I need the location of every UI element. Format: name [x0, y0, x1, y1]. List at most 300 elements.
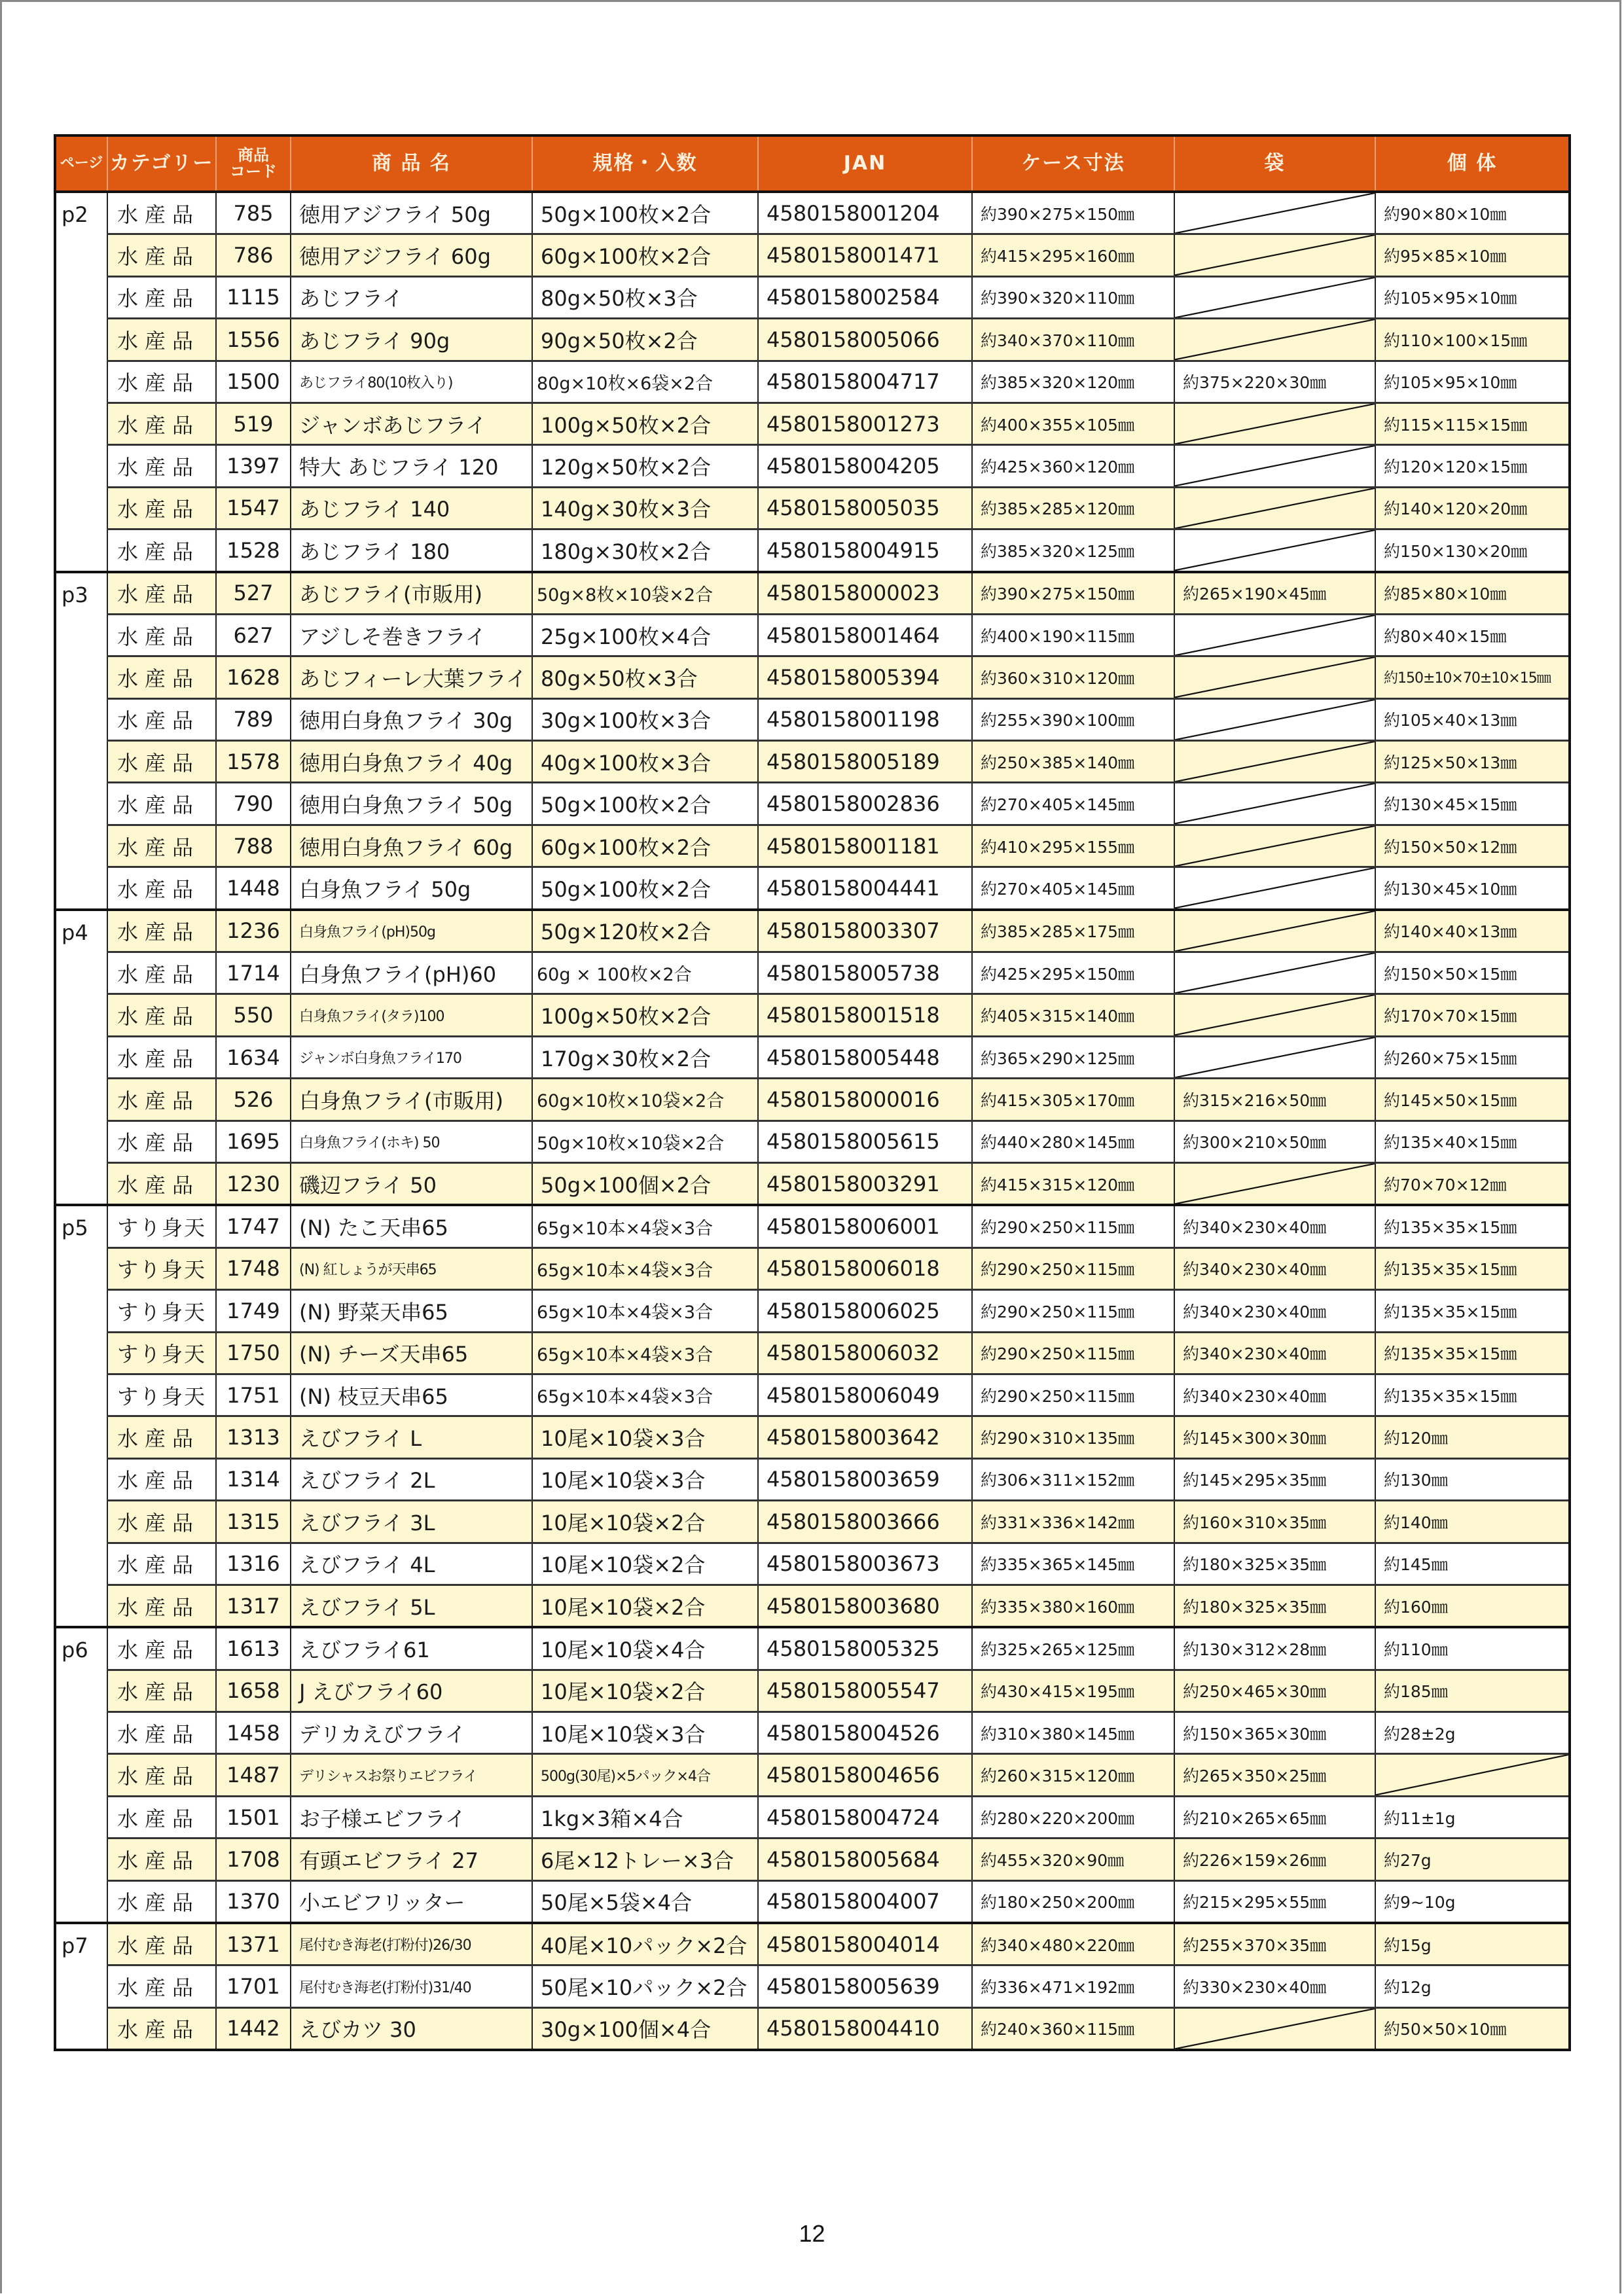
category-cell: 水産品: [107, 445, 216, 487]
jan-cell: 4580158006032: [758, 1332, 972, 1374]
category-cell: 水産品: [107, 529, 216, 572]
case-size-cell: 約180×250×200㎜: [972, 1880, 1174, 1923]
category-cell: 水産品: [107, 1754, 216, 1796]
jan-cell: 4580158005639: [758, 1965, 972, 2007]
individual-size-cell: 約50×50×10㎜: [1375, 2007, 1570, 2050]
jan-cell: 4580158001204: [758, 192, 972, 234]
product-code-cell: 1442: [216, 2007, 291, 2050]
bag-size-cell: 約265×190×45㎜: [1174, 572, 1375, 615]
spec-cell: 50g×120枚×2合: [532, 910, 758, 952]
individual-size-cell: 約135×35×15㎜: [1375, 1332, 1570, 1374]
table-row: [55, 1880, 1570, 1923]
category-cell: 水産品: [107, 867, 216, 910]
bag-size-cell: 約145×295×35㎜: [1174, 1458, 1375, 1500]
case-size-cell: 約335×365×145㎜: [972, 1543, 1174, 1585]
case-size-cell: 約385×285×120㎜: [972, 487, 1174, 529]
product-code-cell: 527: [216, 572, 291, 615]
spec-cell: 180g×30枚×2合: [532, 529, 758, 572]
case-size-cell: 約425×360×120㎜: [972, 445, 1174, 487]
individual-size-cell: 約135×35×15㎜: [1375, 1247, 1570, 1289]
individual-size-cell: 約12g: [1375, 1965, 1570, 2007]
product-code-cell: 1397: [216, 445, 291, 487]
bag-size-cell-empty: [1174, 910, 1375, 952]
case-size-cell: 約331×336×142㎜: [972, 1501, 1174, 1543]
product-name-cell: 白身魚フライ(タラ)100: [291, 994, 532, 1036]
product-code-cell: 785: [216, 192, 291, 234]
case-size-cell: 約255×390×100㎜: [972, 698, 1174, 740]
spec-cell: 60g×100枚×2合: [532, 234, 758, 276]
table-row: [55, 2007, 1570, 2050]
table-row: [55, 319, 1570, 361]
case-size-cell: 約390×275×150㎜: [972, 572, 1174, 615]
header-bag: 袋: [1174, 135, 1375, 192]
product-catalog-table: [54, 134, 1571, 2051]
bag-size-cell: 約180×325×35㎜: [1174, 1585, 1375, 1627]
spec-cell: 80g×50枚×3合: [532, 656, 758, 698]
jan-cell: 4580158004724: [758, 1796, 972, 1838]
product-name-cell: ジャンボあじフライ: [291, 403, 532, 444]
product-name-cell: あじフィーレ大葉フライ: [291, 656, 532, 698]
case-size-cell: 約340×480×220㎜: [972, 1923, 1174, 1965]
jan-cell: 4580158006018: [758, 1247, 972, 1289]
spec-cell: 80g×50枚×3合: [532, 276, 758, 318]
product-code-cell: 1317: [216, 1585, 291, 1627]
product-name-cell: デリカえびフライ: [291, 1712, 532, 1754]
product-name-cell: デリシャスお祭りエビフライ: [291, 1754, 532, 1796]
case-size-cell: 約385×285×175㎜: [972, 910, 1174, 952]
product-name-cell: 有頭エビフライ 27: [291, 1839, 532, 1880]
category-cell: 水産品: [107, 1839, 216, 1880]
case-size-cell: 約280×220×200㎜: [972, 1796, 1174, 1838]
spec-cell: 60g×100枚×2合: [532, 825, 758, 867]
jan-cell: 4580158004656: [758, 1754, 972, 1796]
product-code-cell: 1628: [216, 656, 291, 698]
table-row: [55, 825, 1570, 867]
product-code-cell: 519: [216, 403, 291, 444]
case-size-cell: 約290×250×115㎜: [972, 1374, 1174, 1416]
case-size-cell: 約440×280×145㎜: [972, 1121, 1174, 1162]
diagonal-slash-icon: [1175, 488, 1375, 528]
spec-cell: 10尾×10袋×3合: [532, 1458, 758, 1500]
case-size-cell: 約270×405×145㎜: [972, 783, 1174, 825]
product-name-cell: えびフライ 3L: [291, 1501, 532, 1543]
jan-cell: 4580158002836: [758, 783, 972, 825]
spec-cell: 40g×100枚×3合: [532, 741, 758, 783]
product-name-cell: (N) たこ天串65: [291, 1205, 532, 1247]
page-label: p6: [55, 1627, 107, 1923]
product-name-cell: (N) 紅しょうが天串65: [291, 1247, 532, 1289]
category-cell: 水産品: [107, 1880, 216, 1923]
category-cell: 水産品: [107, 403, 216, 444]
table-row: [55, 1205, 1570, 1247]
bag-size-cell-empty: [1174, 994, 1375, 1036]
diagonal-slash-icon: [1175, 742, 1375, 781]
case-size-cell: 約340×370×110㎜: [972, 319, 1174, 361]
product-code-cell: 1370: [216, 1880, 291, 1923]
spec-cell: 50g×8枚×10袋×2合: [532, 572, 758, 615]
product-name-cell: えびフライ 2L: [291, 1458, 532, 1500]
category-cell: 水産品: [107, 825, 216, 867]
jan-cell: 4580158005066: [758, 319, 972, 361]
header-page: ページ: [55, 135, 107, 192]
category-cell: すり身天: [107, 1374, 216, 1416]
bag-size-cell: 約130×312×28㎜: [1174, 1627, 1375, 1670]
spec-cell: 500g(30尾)×5パック×4合: [532, 1754, 758, 1796]
jan-cell: 4580158001464: [758, 614, 972, 656]
product-name-cell: 白身魚フライ(市販用): [291, 1079, 532, 1121]
case-size-cell: 約385×320×125㎜: [972, 529, 1174, 572]
bag-size-cell: 約150×365×30㎜: [1174, 1712, 1375, 1754]
product-name-cell: えびフライ61: [291, 1627, 532, 1670]
bag-size-cell: 約340×230×40㎜: [1174, 1332, 1375, 1374]
page-label: p2: [55, 192, 107, 572]
category-cell: 水産品: [107, 487, 216, 529]
table-row: [55, 1627, 1570, 1670]
bag-size-cell-empty: [1174, 656, 1375, 698]
table-row: [55, 1585, 1570, 1627]
jan-cell: 4580158003307: [758, 910, 972, 952]
spec-cell: 50g×100枚×2合: [532, 783, 758, 825]
individual-size-cell: 約140×40×13㎜: [1375, 910, 1570, 952]
jan-cell: 4580158004014: [758, 1923, 972, 1965]
product-name-cell: あじフライ 180: [291, 529, 532, 572]
spec-cell: 50g×10枚×10袋×2合: [532, 1121, 758, 1162]
product-code-cell: 1115: [216, 276, 291, 318]
jan-cell: 4580158005738: [758, 952, 972, 994]
spec-cell: 50g×100枚×2合: [532, 867, 758, 910]
diagonal-slash-icon: [1175, 1037, 1375, 1077]
spec-cell: 10尾×10袋×4合: [532, 1627, 758, 1670]
product-name-cell: 徳用白身魚フライ 50g: [291, 783, 532, 825]
category-cell: 水産品: [107, 994, 216, 1036]
product-code-cell: 1556: [216, 319, 291, 361]
individual-size-cell: 約160㎜: [1375, 1585, 1570, 1627]
header-case-size: ケース寸法: [972, 135, 1174, 192]
diagonal-slash-icon: [1175, 319, 1375, 359]
diagonal-slash-icon: [1376, 1755, 1568, 1795]
header-jan: JAN: [758, 135, 972, 192]
diagonal-slash-icon: [1175, 530, 1375, 570]
category-cell: 水産品: [107, 1079, 216, 1121]
table-row: [55, 1121, 1570, 1162]
bag-size-cell: 約255×370×35㎜: [1174, 1923, 1375, 1965]
bag-size-cell: 約340×230×40㎜: [1174, 1290, 1375, 1332]
bag-size-cell: 約160×310×35㎜: [1174, 1501, 1375, 1543]
jan-cell: 4580158003659: [758, 1458, 972, 1500]
table-row: [55, 1923, 1570, 1965]
jan-cell: 4580158005684: [758, 1839, 972, 1880]
product-name-cell: 徳用アジフライ 50g: [291, 192, 532, 234]
table-body: [55, 192, 1570, 2050]
category-cell: 水産品: [107, 614, 216, 656]
spec-cell: 60g×10枚×10袋×2合: [532, 1079, 758, 1121]
table-row: [55, 656, 1570, 698]
table-row: [55, 192, 1570, 234]
category-cell: 水産品: [107, 572, 216, 615]
product-code-cell: 1236: [216, 910, 291, 952]
bag-size-cell-empty: [1174, 403, 1375, 444]
category-cell: 水産品: [107, 910, 216, 952]
product-name-cell: 徳用白身魚フライ 40g: [291, 741, 532, 783]
jan-cell: 4580158006025: [758, 1290, 972, 1332]
product-code-cell: 1658: [216, 1670, 291, 1712]
table-row: [55, 1416, 1570, 1458]
spec-cell: 120g×50枚×2合: [532, 445, 758, 487]
table-row: [55, 1501, 1570, 1543]
product-name-cell: アジしそ巻きフライ: [291, 614, 532, 656]
jan-cell: 4580158003291: [758, 1162, 972, 1205]
bag-size-cell-empty: [1174, 614, 1375, 656]
product-code-cell: 627: [216, 614, 291, 656]
table-row: [55, 1965, 1570, 2007]
jan-cell: 4580158004410: [758, 2007, 972, 2050]
product-code-cell: 1500: [216, 361, 291, 403]
diagonal-slash-icon: [1175, 826, 1375, 866]
bag-size-cell-empty: [1174, 783, 1375, 825]
individual-size-cell: 約9~10g: [1375, 1880, 1570, 1923]
diagonal-slash-icon: [1175, 783, 1375, 823]
product-code-cell: 1371: [216, 1923, 291, 1965]
category-cell: 水産品: [107, 1923, 216, 1965]
category-cell: 水産品: [107, 656, 216, 698]
diagonal-slash-icon: [1175, 2009, 1375, 2049]
product-name-cell: J えびフライ60: [291, 1670, 532, 1712]
product-code-cell: 789: [216, 698, 291, 740]
jan-cell: 4580158001181: [758, 825, 972, 867]
bag-size-cell: 約226×159×26㎜: [1174, 1839, 1375, 1880]
spec-cell: 50g×100個×2合: [532, 1162, 758, 1205]
table-header-row: [55, 135, 1570, 192]
table-row: [55, 1754, 1570, 1796]
table-row: [55, 741, 1570, 783]
diagonal-slash-icon: [1175, 868, 1375, 908]
individual-size-cell: 約80×40×15㎜: [1375, 614, 1570, 656]
case-size-cell: 約415×305×170㎜: [972, 1079, 1174, 1121]
category-cell: 水産品: [107, 1796, 216, 1838]
case-size-cell: 約290×250×115㎜: [972, 1290, 1174, 1332]
individual-size-cell: 約135×35×15㎜: [1375, 1374, 1570, 1416]
product-code-cell: 1314: [216, 1458, 291, 1500]
individual-size-cell: 約260×75×15㎜: [1375, 1036, 1570, 1078]
individual-size-cell: 約145×50×15㎜: [1375, 1079, 1570, 1121]
product-code-cell: 1547: [216, 487, 291, 529]
jan-cell: 4580158003642: [758, 1416, 972, 1458]
case-size-cell: 約400×355×105㎜: [972, 403, 1174, 444]
bag-size-cell-empty: [1174, 192, 1375, 234]
bag-size-cell: 約340×230×40㎜: [1174, 1247, 1375, 1289]
spec-cell: 25g×100枚×4合: [532, 614, 758, 656]
product-name-cell: あじフライ80(10枚入り): [291, 361, 532, 403]
individual-size-cell: 約135×35×15㎜: [1375, 1290, 1570, 1332]
bag-size-cell-empty: [1174, 867, 1375, 910]
individual-size-cell: 約125×50×13㎜: [1375, 741, 1570, 783]
diagonal-slash-icon: [1175, 404, 1375, 444]
case-size-cell: 約260×315×120㎜: [972, 1754, 1174, 1796]
individual-size-cell: 約135×35×15㎜: [1375, 1205, 1570, 1247]
category-cell: 水産品: [107, 1670, 216, 1712]
table-row: [55, 910, 1570, 952]
product-code-cell: 1714: [216, 952, 291, 994]
bag-size-cell-empty: [1174, 319, 1375, 361]
bag-size-cell-empty: [1174, 1036, 1375, 1078]
bag-size-cell: 約375×220×30㎜: [1174, 361, 1375, 403]
product-name-cell: 徳用アジフライ 60g: [291, 234, 532, 276]
header-code-line1: 商品: [238, 145, 269, 164]
diagonal-slash-icon: [1175, 446, 1375, 486]
individual-size-cell: 約90×80×10㎜: [1375, 192, 1570, 234]
product-code-cell: 1528: [216, 529, 291, 572]
bag-size-cell: 約250×465×30㎜: [1174, 1670, 1375, 1712]
bag-size-cell: 約340×230×40㎜: [1174, 1205, 1375, 1247]
jan-cell: 4580158003673: [758, 1543, 972, 1585]
category-cell: 水産品: [107, 234, 216, 276]
jan-cell: 4580158000016: [758, 1079, 972, 1121]
page-label: p3: [55, 572, 107, 910]
bag-size-cell: 約265×350×25㎜: [1174, 1754, 1375, 1796]
header-category: カテゴリー: [107, 135, 216, 192]
page-label: p4: [55, 910, 107, 1206]
case-size-cell: 約385×320×120㎜: [972, 361, 1174, 403]
case-size-cell: 約390×275×150㎜: [972, 192, 1174, 234]
individual-size-cell: 約105×95×10㎜: [1375, 276, 1570, 318]
spec-cell: 6尾×12トレー×3合: [532, 1839, 758, 1880]
bag-size-cell: 約330×230×40㎜: [1174, 1965, 1375, 2007]
case-size-cell: 約290×310×135㎜: [972, 1416, 1174, 1458]
product-name-cell: 尾付むき海老(打粉付)31/40: [291, 1965, 532, 2007]
category-cell: 水産品: [107, 1162, 216, 1205]
bag-size-cell: 約215×295×55㎜: [1174, 1880, 1375, 1923]
table-row: [55, 1543, 1570, 1585]
individual-size-cell: 約115×115×15㎜: [1375, 403, 1570, 444]
spec-cell: 100g×50枚×2合: [532, 994, 758, 1036]
category-cell: 水産品: [107, 1543, 216, 1585]
product-name-cell: お子様エビフライ: [291, 1796, 532, 1838]
category-cell: すり身天: [107, 1290, 216, 1332]
individual-size-cell: 約95×85×10㎜: [1375, 234, 1570, 276]
product-code-cell: 1578: [216, 741, 291, 783]
product-name-cell: えびカツ 30: [291, 2007, 532, 2050]
header-product-code: [216, 135, 291, 192]
product-code-cell: 1751: [216, 1374, 291, 1416]
product-code-cell: 1749: [216, 1290, 291, 1332]
case-size-cell: 約310×380×145㎜: [972, 1712, 1174, 1754]
category-cell: 水産品: [107, 361, 216, 403]
individual-size-cell: 約150±10×70±10×15㎜: [1375, 656, 1570, 698]
product-name-cell: 特大 あじフライ 120: [291, 445, 532, 487]
product-name-cell: (N) 枝豆天串65: [291, 1374, 532, 1416]
table-row: [55, 1670, 1570, 1712]
product-code-cell: 550: [216, 994, 291, 1036]
case-size-cell: 約390×320×110㎜: [972, 276, 1174, 318]
spec-cell: 90g×50枚×2合: [532, 319, 758, 361]
individual-size-cell: 約15g: [1375, 1923, 1570, 1965]
category-cell: すり身天: [107, 1205, 216, 1247]
jan-cell: 4580158000023: [758, 572, 972, 615]
table-row: [55, 1332, 1570, 1374]
product-name-cell: 白身魚フライ 50g: [291, 867, 532, 910]
header-code-line2: コード: [230, 162, 277, 181]
spec-cell: 65g×10本×4袋×3合: [532, 1247, 758, 1289]
spec-cell: 10尾×10袋×2合: [532, 1585, 758, 1627]
table-row: [55, 1839, 1570, 1880]
table-row: [55, 1796, 1570, 1838]
product-code-cell: 1613: [216, 1627, 291, 1670]
product-code-cell: 1701: [216, 1965, 291, 2007]
case-size-cell: 約455×320×90㎜: [972, 1839, 1174, 1880]
table-row: [55, 361, 1570, 403]
jan-cell: 4580158005189: [758, 741, 972, 783]
individual-size-cell-empty: [1375, 1754, 1570, 1796]
page-label: p7: [55, 1923, 107, 2050]
table-row: [55, 783, 1570, 825]
diagonal-slash-icon: [1175, 657, 1375, 697]
spec-cell: 60g × 100枚×2合: [532, 952, 758, 994]
product-code-cell: 1695: [216, 1121, 291, 1162]
spec-cell: 50尾×10パック×2合: [532, 1965, 758, 2007]
jan-cell: 4580158001198: [758, 698, 972, 740]
product-code-cell: 1708: [216, 1839, 291, 1880]
diagonal-slash-icon: [1175, 615, 1375, 655]
spec-cell: 140g×30枚×3合: [532, 487, 758, 529]
product-name-cell: あじフライ(市販用): [291, 572, 532, 615]
table-row: [55, 1036, 1570, 1078]
product-name-cell: ジャンボ白身魚フライ170: [291, 1036, 532, 1078]
table-row: [55, 1079, 1570, 1121]
case-size-cell: 約430×415×195㎜: [972, 1670, 1174, 1712]
table-row: [55, 994, 1570, 1036]
product-name-cell: 徳用白身魚フライ 60g: [291, 825, 532, 867]
table-row: [55, 1458, 1570, 1500]
jan-cell: 4580158004526: [758, 1712, 972, 1754]
bag-size-cell: 約340×230×40㎜: [1174, 1374, 1375, 1416]
category-cell: 水産品: [107, 1965, 216, 2007]
case-size-cell: 約250×385×140㎜: [972, 741, 1174, 783]
bag-size-cell-empty: [1174, 825, 1375, 867]
case-size-cell: 約405×315×140㎜: [972, 994, 1174, 1036]
table-row: [55, 276, 1570, 318]
bag-size-cell: 約210×265×65㎜: [1174, 1796, 1375, 1838]
bag-size-cell: 約145×300×30㎜: [1174, 1416, 1375, 1458]
jan-cell: 4580158005547: [758, 1670, 972, 1712]
table-row: [55, 614, 1570, 656]
jan-cell: 4580158006049: [758, 1374, 972, 1416]
spec-cell: 65g×10本×4袋×3合: [532, 1332, 758, 1374]
spec-cell: 40尾×10パック×2合: [532, 1923, 758, 1965]
individual-size-cell: 約70×70×12㎜: [1375, 1162, 1570, 1205]
individual-size-cell: 約120×120×15㎜: [1375, 445, 1570, 487]
bag-size-cell-empty: [1174, 234, 1375, 276]
product-name-cell: 徳用白身魚フライ 30g: [291, 698, 532, 740]
jan-cell: 4580158006001: [758, 1205, 972, 1247]
category-cell: 水産品: [107, 2007, 216, 2050]
jan-cell: 4580158004007: [758, 1880, 972, 1923]
individual-size-cell: 約150×50×12㎜: [1375, 825, 1570, 867]
bag-size-cell: 約300×210×50㎜: [1174, 1121, 1375, 1162]
spec-cell: 30g×100個×4合: [532, 2007, 758, 2050]
product-name-cell: あじフライ 90g: [291, 319, 532, 361]
category-cell: 水産品: [107, 1712, 216, 1754]
jan-cell: 4580158005394: [758, 656, 972, 698]
individual-size-cell: 約145㎜: [1375, 1543, 1570, 1585]
individual-size-cell: 約110㎜: [1375, 1627, 1570, 1670]
individual-size-cell: 約170×70×15㎜: [1375, 994, 1570, 1036]
spec-cell: 10尾×10袋×3合: [532, 1712, 758, 1754]
category-cell: すり身天: [107, 1247, 216, 1289]
product-code-cell: 1448: [216, 867, 291, 910]
header-product-name: 商 品 名: [291, 135, 532, 192]
jan-cell: 4580158005448: [758, 1036, 972, 1078]
product-code-cell: 788: [216, 825, 291, 867]
